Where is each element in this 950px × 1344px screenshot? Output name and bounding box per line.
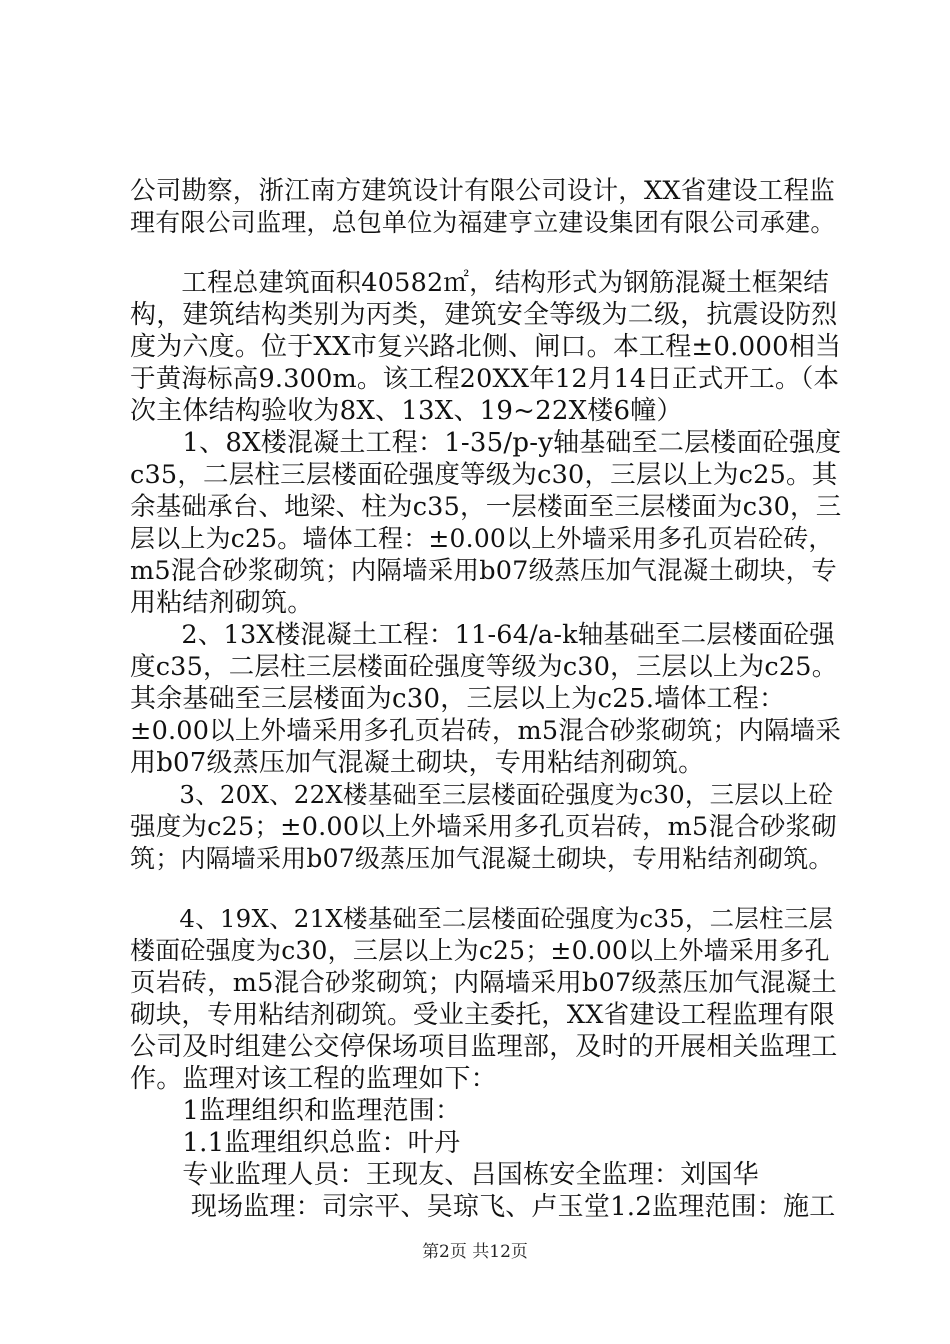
text-line: 工程总建筑面积40582㎡，结构形式为钢筋混凝土框架结 [130, 268, 829, 298]
text-line: 1.1监理组织总监：叶丹 [130, 1128, 461, 1158]
text-line: 现场监理：司宗平、吴琼飞、卢玉堂1.2监理范围：施工 [130, 1192, 836, 1222]
text-line: 1监理组织和监理范围： [130, 1096, 462, 1126]
text-line: 筑；内隔墙采用b07级蒸压加气混凝土砌块，专用粘结剂砌筑。 [130, 844, 834, 873]
text-line: 余基础承台、地梁、柱为c35，一层楼面至三层楼面为c30，三 [130, 492, 842, 522]
text-line: 作。监理对该工程的监理如下： [130, 1064, 497, 1094]
text-line: 2、13X楼混凝土工程：11-64/a-k轴基础至二层楼面砼强 [130, 620, 835, 650]
text-line: 3、20X、22X楼基础至三层楼面砼强度为c30，三层以上砼 [130, 780, 834, 809]
text-line: 强度为c25；±0.00以上外墙采用多孔页岩砖，m5混合砂浆砌 [130, 812, 837, 842]
text-line: 专业监理人员：王现友、吕国栋安全监理：刘国华 [130, 1160, 759, 1190]
text-line: 理有限公司监理，总包单位为福建亨立建设集团有限公司承建。 [130, 208, 836, 237]
text-line: 构，建筑结构类别为丙类，建筑安全等级为二级，抗震设防烈 [130, 300, 838, 330]
text-line: 用粘结剂砌筑。 [130, 588, 314, 618]
text-line: 页岩砖，m5混合砂浆砌筑；内隔墙采用b07级蒸压加气混凝土 [130, 968, 837, 998]
text-line: 度c35，二层柱三层楼面砼强度等级为c30，三层以上为c25。 [130, 652, 838, 682]
text-line: 楼面砼强度为c30，三层以上为c25；±0.00以上外墙采用多孔 [130, 936, 830, 965]
text-line: 砌块，专用粘结剂砌筑。受业主委托，XX省建设工程监理有限 [130, 1000, 835, 1030]
text-line: 于黄海标高9.300m。该工程20XX年12月14日正式开工。（本 [130, 364, 840, 394]
text-line: 公司及时组建公交停保场项目监理部，及时的开展相关监理工 [130, 1032, 838, 1062]
page-number-footer: 第2页 共12页 [422, 1242, 528, 1262]
text-line: 4、19X、21X楼基础至二层楼面砼强度为c35，二层柱三层 [130, 904, 834, 933]
text-line: 度为六度。位于XX市复兴路北侧、闸口。本工程±0.000相当 [130, 332, 842, 362]
text-line: 1、8X楼混凝土工程：1-35/p-y轴基础至二层楼面砼强度 [130, 428, 842, 458]
text-line: ±0.00以上外墙采用多孔页岩砖，m5混合砂浆砌筑；内隔墙采 [130, 716, 842, 746]
text-line: 其余基础至三层楼面为c30，三层以上为c25.墙体工程： [130, 684, 786, 714]
text-line: 用b07级蒸压加气混凝土砌块，专用粘结剂砌筑。 [130, 748, 705, 778]
text-line: 公司勘察，浙江南方建筑设计有限公司设计，XX省建设工程监 [130, 176, 835, 206]
text-line: 层以上为c25。墙体工程：±0.00以上外墙采用多孔页岩砼砖， [130, 524, 834, 553]
text-line: m5混合砂浆砌筑；内隔墙采用b07级蒸压加气混凝土砌块，专 [130, 556, 837, 586]
text-line: 次主体结构验收为8X、13X、19~22X楼6幢） [130, 396, 683, 426]
text-line: c35，二层柱三层楼面砼强度等级为c30，三层以上为c25。其 [130, 460, 838, 490]
